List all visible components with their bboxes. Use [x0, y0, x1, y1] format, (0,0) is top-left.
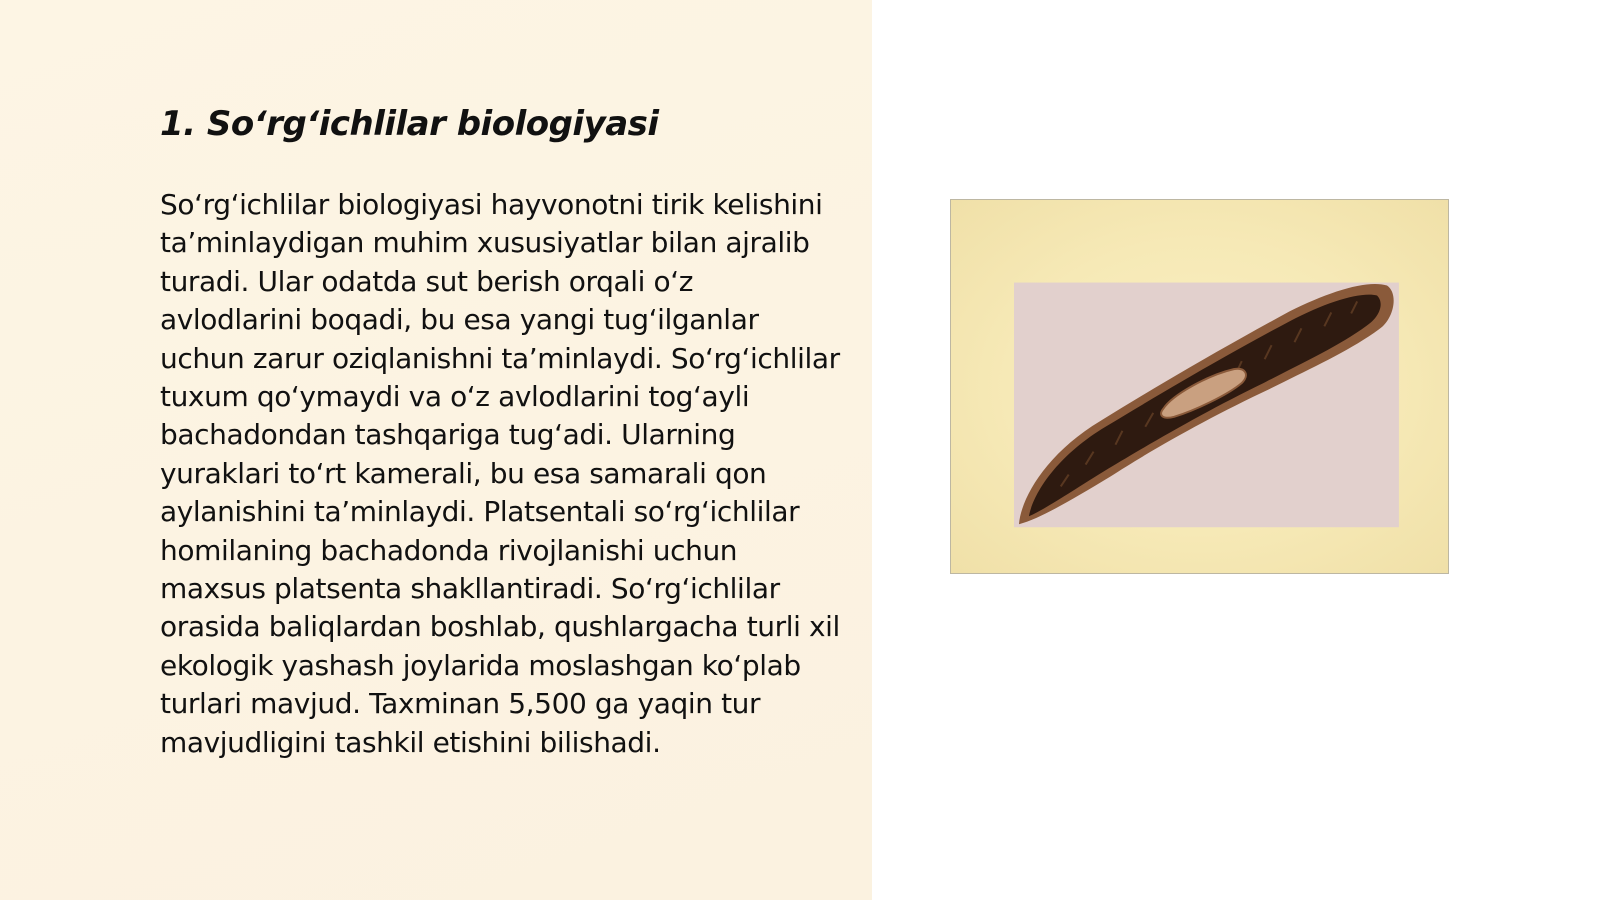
specimen-image: [950, 199, 1449, 574]
slide-title: 1. So‘rg‘ichlilar biologiyasi: [160, 104, 659, 144]
slide-body-text: So‘rg‘ichlilar biologiyasi hayvonotni tirik kelishini ta’minlaydigan muhim xususiyatlar bilan ajralib turadi. Ular odatda sut berish orqali o‘z avlodlarini boqadi, bu esa yangi tug‘ilganlar uchun zarur oziqlanishni ta’minlaydi. So‘rg‘ichlilar tuxum qo‘ymaydi va o‘z avlodlarini tog‘ayli bachadondan tashqariga tug‘adi. Ularning yuraklari to‘rt kamerali, bu esa samarali qon aylanishini ta’minlaydi. Platsentali so‘rg‘ichlilar homilaning bachadonda rivojlanishi uchun maxsus platsenta shakllantiradi. So‘rg‘ichlilar orasida baliqlardan boshlab, qushlargacha turli xil ekologik yashash joylarida moslashgan ko‘plab turlari mavjud. Taxminan 5,500 ga yaqin tur mavjudligini tashkil etishini bilishadi.: [160, 188, 840, 759]
planarian-illustration: [951, 200, 1448, 573]
